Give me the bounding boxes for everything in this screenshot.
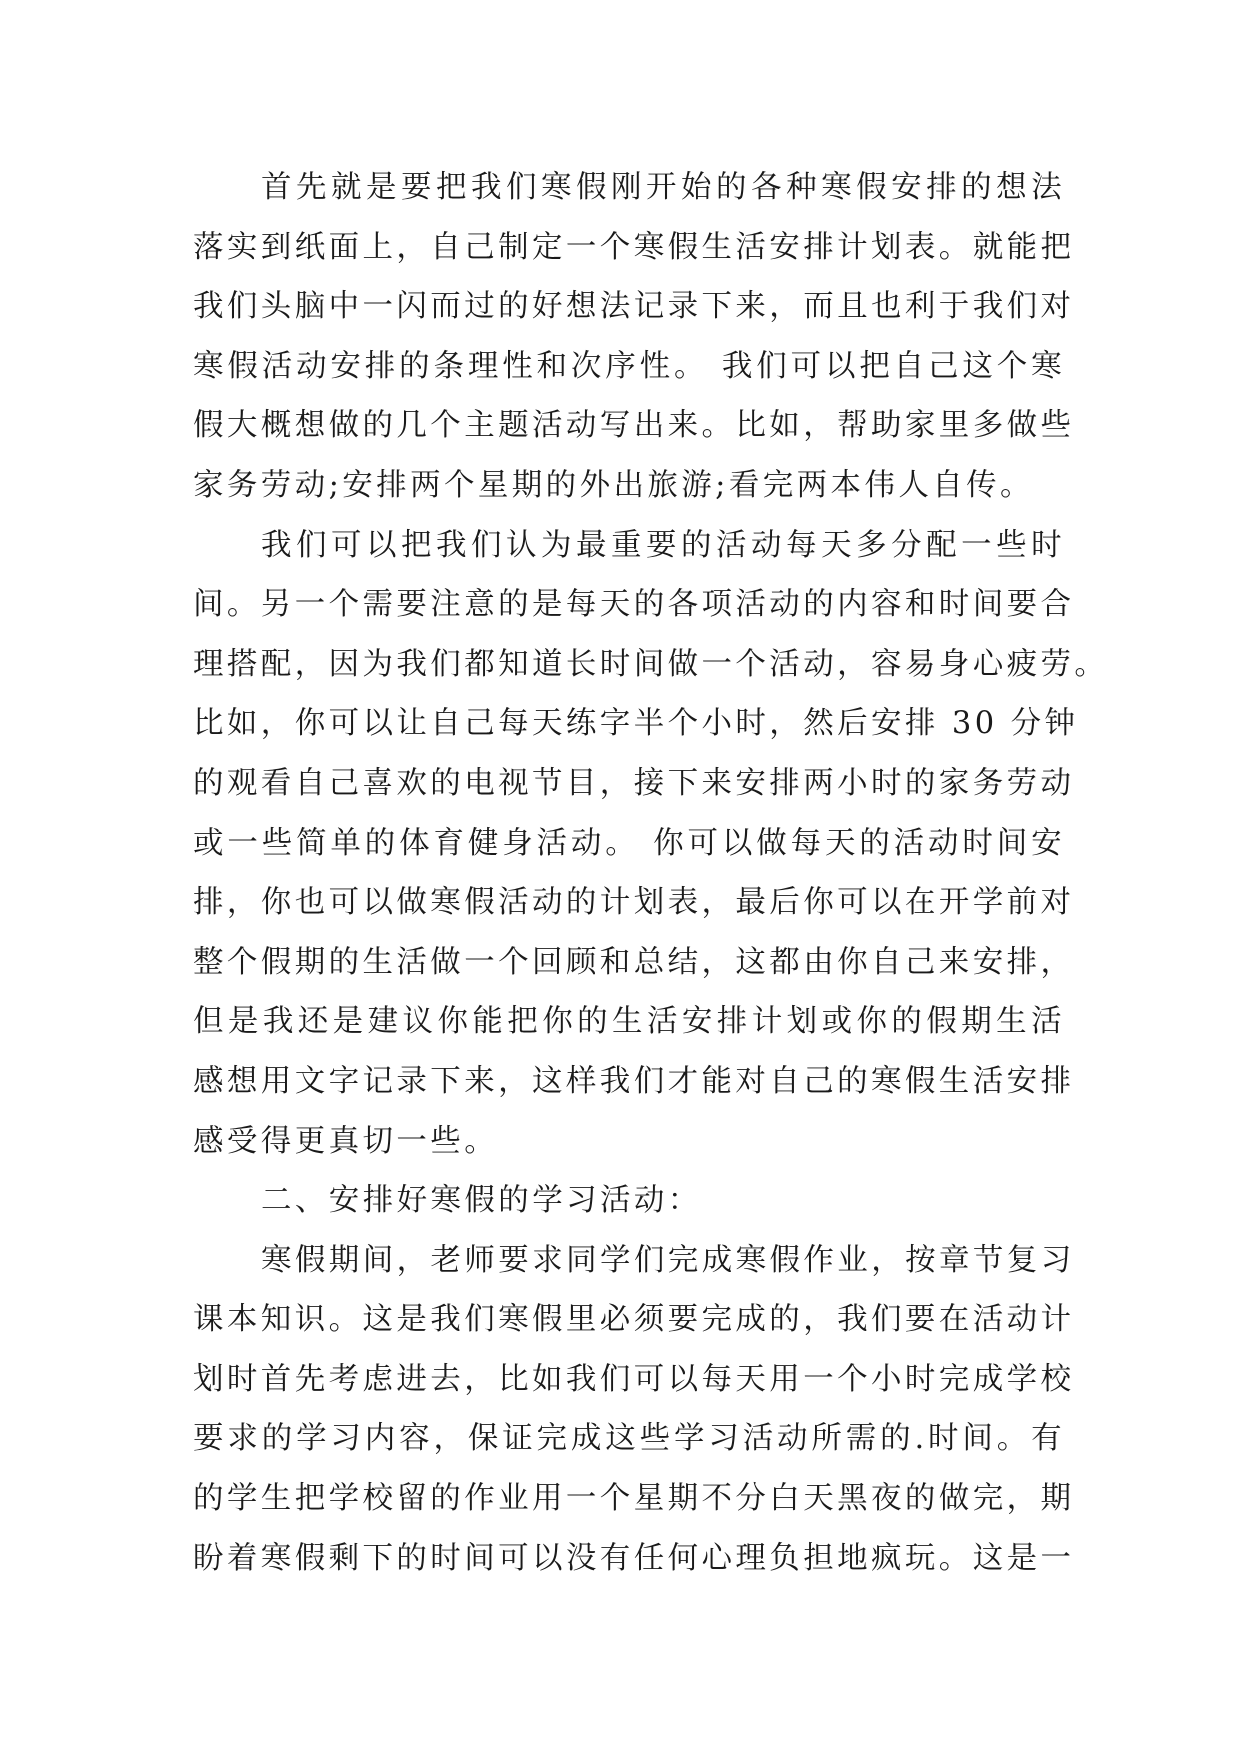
text-line: 的学生把学校留的作业用一个星期不分白天黑夜的做完，期 xyxy=(193,1481,1075,1517)
text-line: 比如，你可以让自己每天练字半个小时，然后安排 30 分钟 xyxy=(193,706,1079,742)
text-line: 我们可以把我们认为最重要的活动每天多分配一些时 xyxy=(261,527,1065,563)
text-line: 盼着寒假剩下的时间可以没有任何心理负担地疯玩。这是一 xyxy=(193,1540,1075,1576)
text-line: 感受得更真切一些。 xyxy=(193,1123,499,1159)
text-line: 我们头脑中一闪而过的好想法记录下来，而且也利于我们对 xyxy=(193,289,1075,325)
paragraph-1 xyxy=(193,158,1075,516)
text-line: 排，你也可以做寒假活动的计划表，最后你可以在开学前对 xyxy=(193,885,1075,921)
text-line: 要求的学习内容，保证完成这些学习活动所需的.时间。有 xyxy=(193,1421,1065,1457)
text-line: 假大概想做的几个主题活动写出来。比如，帮助家里多做些 xyxy=(193,408,1075,444)
text-line: 家务劳动;安排两个星期的外出旅游;看完两本伟人自传。 xyxy=(193,467,1034,503)
text-line: 落实到纸面上，自己制定一个寒假生活安排计划表。就能把 xyxy=(193,229,1075,265)
text-line: 首先就是要把我们寒假刚开始的各种寒假安排的想法 xyxy=(261,170,1065,205)
document-body xyxy=(193,158,1109,1588)
text-line: 课本知识。这是我们寒假里必须要完成的，我们要在活动计 xyxy=(193,1302,1075,1338)
text-line: 划时首先考虑进去，比如我们可以每天用一个小时完成学校 xyxy=(193,1361,1075,1397)
paragraph-2 xyxy=(193,516,1109,1172)
paragraph-3 xyxy=(193,1231,1075,1589)
text-line: 或一些简单的体育健身活动。 你可以做每天的活动时间安 xyxy=(193,825,1065,861)
text-line: 感想用文字记录下来，这样我们才能对自己的寒假生活安排 xyxy=(193,1063,1075,1099)
text-line: 间。另一个需要注意的是每天的各项活动的内容和时间要合 xyxy=(193,587,1075,623)
text-line: 寒假期间，老师要求同学们完成寒假作业，按章节复习 xyxy=(261,1242,1075,1278)
text-line: 的观看自己喜欢的电视节目，接下来安排两小时的家务劳动 xyxy=(193,765,1075,801)
heading-text: 二、安排好寒假的学习活动： xyxy=(261,1183,702,1219)
section-heading xyxy=(193,1171,1065,1231)
text-line: 但是我还是建议你能把你的生活安排计划或你的假期生活 xyxy=(193,1004,1065,1040)
text-line: 理搭配，因为我们都知道长时间做一个活动，容易身心疲劳。 xyxy=(193,646,1109,682)
text-line: 寒假活动安排的条理性和次序性。 我们可以把自己这个寒 xyxy=(193,348,1065,384)
text-line: 整个假期的生活做一个回顾和总结，这都由你自己来安排， xyxy=(193,944,1075,980)
